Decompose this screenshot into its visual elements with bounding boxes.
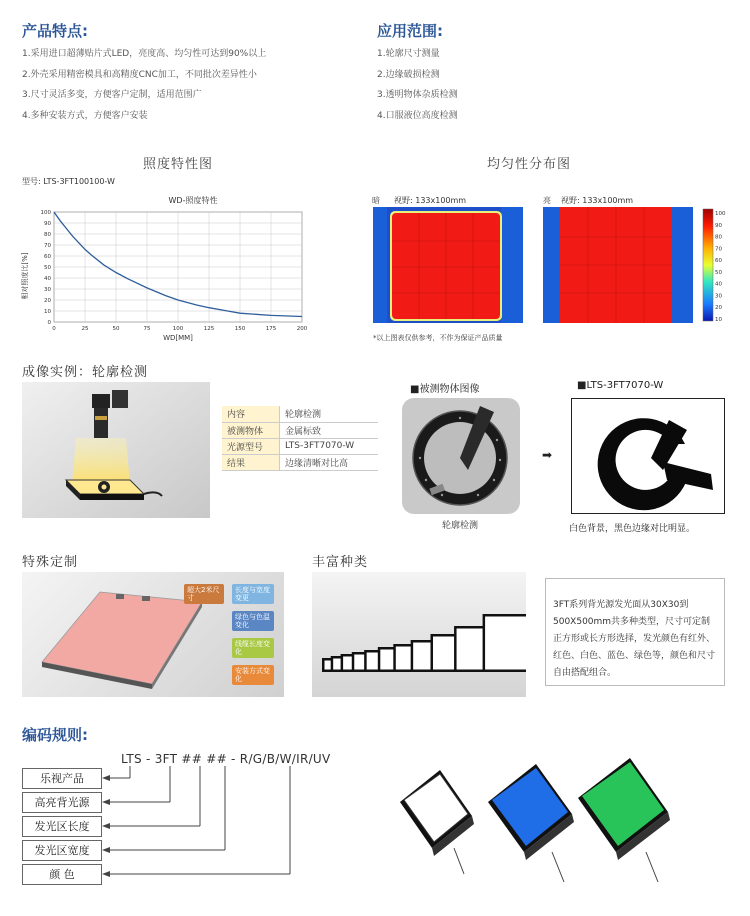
spec-value: 金属标致: [280, 422, 379, 438]
x-tick-label: 75: [143, 326, 151, 332]
x-tick-label: 50: [112, 326, 120, 332]
variety-description: 3FT系列背光源发光面从30X30到500X500mm共多种类型，尺寸可定制正方形或长方形选择，发光颜色有红外、红色、白色、蓝色、绿色等，颜色和尺寸自由搭配组合。: [545, 578, 725, 686]
custom-tag-mount: 安装方式变化: [232, 665, 274, 685]
applications-item: 4.口服液位高度检测: [377, 110, 458, 121]
spec-key: 光源型号: [222, 438, 280, 454]
scale-tick-label: 60: [715, 258, 722, 265]
spec-key: 内容: [222, 406, 280, 422]
object-image-label: ■被测物体图像: [410, 384, 480, 395]
x-tick-label: 150: [234, 326, 246, 332]
dark-field-label: 视野: 133x100mm: [394, 196, 467, 205]
table-row: [222, 454, 378, 470]
features-item: 3.尺寸灵活多变，方便客户定制，适用范围广: [22, 90, 202, 100]
scale-tick-label: 10: [715, 317, 722, 323]
y-tick-label: 40: [44, 276, 51, 282]
applications-item: 1.轮廓尺寸测量: [377, 49, 440, 59]
illum-section-title: 照度特性图: [143, 157, 214, 172]
bright-field-label: 视野: 133x100mm: [561, 196, 634, 205]
uniformity-section-title: 均匀性分布图: [487, 157, 572, 172]
spec-value: 轮廓检测: [280, 406, 379, 422]
code-item-type: 高亮背光源: [22, 792, 102, 813]
code-item-length: 发光区长度: [22, 816, 102, 837]
features-item: 4.多种安装方式，方便客户安装: [22, 110, 148, 121]
variety-illustration: [312, 572, 526, 697]
table-row: [222, 422, 378, 438]
spec-value: 边缘清晰对比高: [280, 454, 379, 470]
object-caption: 轮廓检测: [442, 521, 479, 531]
uniformity-note: *以上图表仅供参考，不作为保证产品质量: [373, 334, 503, 342]
scale-tick-label: 70: [715, 246, 722, 253]
code-format: LTS - 3FT ## ## - R/G/B/W/IR/UV: [121, 752, 331, 766]
features-title: 产品特点:: [22, 22, 88, 40]
x-tick-label: 0: [52, 326, 56, 332]
features-item: 1.采用进口超薄贴片式LED，亮度高、均匀性可达到90%以上: [22, 49, 267, 59]
x-tick-label: 25: [81, 326, 89, 332]
bright-label: 亮: [543, 196, 551, 205]
applications-item: 3.透明物体杂质检测: [377, 90, 458, 100]
arrow-right-icon: ➡: [542, 448, 553, 462]
dark-label: 暗: [372, 196, 380, 205]
x-tick-label: 175: [265, 326, 277, 332]
x-tick-label: 100: [172, 326, 184, 332]
illum-model: 型号: LTS-3FT100100-W: [22, 177, 115, 186]
x-tick-label: 200: [296, 326, 308, 332]
custom-tag-cable: 线缆长度变化: [232, 638, 274, 658]
custom-illustration: [22, 572, 284, 697]
applications-title: 应用范围:: [377, 22, 443, 40]
y-tick-label: 90: [44, 221, 51, 227]
scale-tick-label: 80: [715, 234, 722, 241]
scale-tick-label: 40: [715, 281, 722, 288]
result-image-label: ■LTS-3FT7070-W: [577, 380, 664, 391]
result-caption: 白色背景，黑色边缘对比明显。: [569, 524, 696, 534]
illum-ylabel: 相对照度比[%]: [21, 252, 29, 300]
y-tick-label: 70: [44, 243, 51, 249]
y-tick-label: 100: [40, 210, 51, 216]
scale-tick-label: 90: [715, 222, 722, 229]
scale-tick-label: 100: [715, 211, 726, 217]
illum-chart: [18, 190, 318, 342]
custom-tag-size: 超大2米尺寸: [184, 584, 224, 604]
table-row: [222, 406, 378, 422]
code-item-brand: 乐视产品: [22, 768, 102, 789]
custom-tag-color: 绿色与色温变化: [232, 611, 274, 631]
illum-xlabel: WD[MM]: [163, 334, 193, 342]
table-row: [222, 438, 378, 454]
result-image: [571, 398, 725, 514]
scale-tick-label: 20: [715, 305, 722, 312]
code-item-width: 发光区宽度: [22, 840, 102, 861]
coding-connectors: [100, 766, 310, 886]
y-tick-label: 30: [44, 287, 51, 293]
features-list: [22, 44, 352, 126]
spec-value: LTS-3FT7070-W: [280, 438, 379, 454]
color-scale-bar: [702, 207, 732, 323]
object-image: [402, 398, 520, 514]
y-tick-label: 50: [44, 265, 51, 271]
variety-title: 丰富种类: [312, 555, 369, 570]
scale-tick-label: 30: [715, 293, 722, 300]
y-tick-label: 20: [44, 298, 51, 304]
applications-item: 2.边缘破损检测: [377, 69, 440, 80]
applications-list: [377, 44, 677, 126]
x-tick-label: 125: [203, 326, 215, 332]
light-panel-surface: [485, 617, 526, 670]
spec-key: 被测物体: [222, 422, 280, 438]
features-item: 2.外壳采用精密模具和高精度CNC加工，不同批次差异性小: [22, 69, 257, 80]
code-item-color: 颜 色: [22, 864, 102, 885]
spec-key: 结果: [222, 454, 280, 470]
color-variants-illustration: [392, 742, 672, 892]
bright-uniformity-map: [543, 207, 693, 323]
example-spec-table: [222, 406, 378, 471]
y-tick-label: 60: [44, 254, 51, 260]
y-tick-label: 0: [47, 320, 51, 326]
example-title: 成像实例：轮廓检测: [22, 365, 149, 380]
custom-title: 特殊定制: [22, 555, 79, 570]
illum-chart-title: WD-照度特性: [168, 196, 218, 205]
scale-tick-label: 50: [715, 269, 722, 276]
custom-tag-dimension: 长度与宽度变更: [232, 584, 274, 604]
y-tick-label: 80: [44, 232, 51, 238]
y-tick-label: 10: [44, 309, 51, 315]
dark-uniformity-map: [373, 207, 523, 323]
coding-title: 编码规则:: [22, 726, 88, 744]
setup-illustration: [22, 382, 210, 518]
